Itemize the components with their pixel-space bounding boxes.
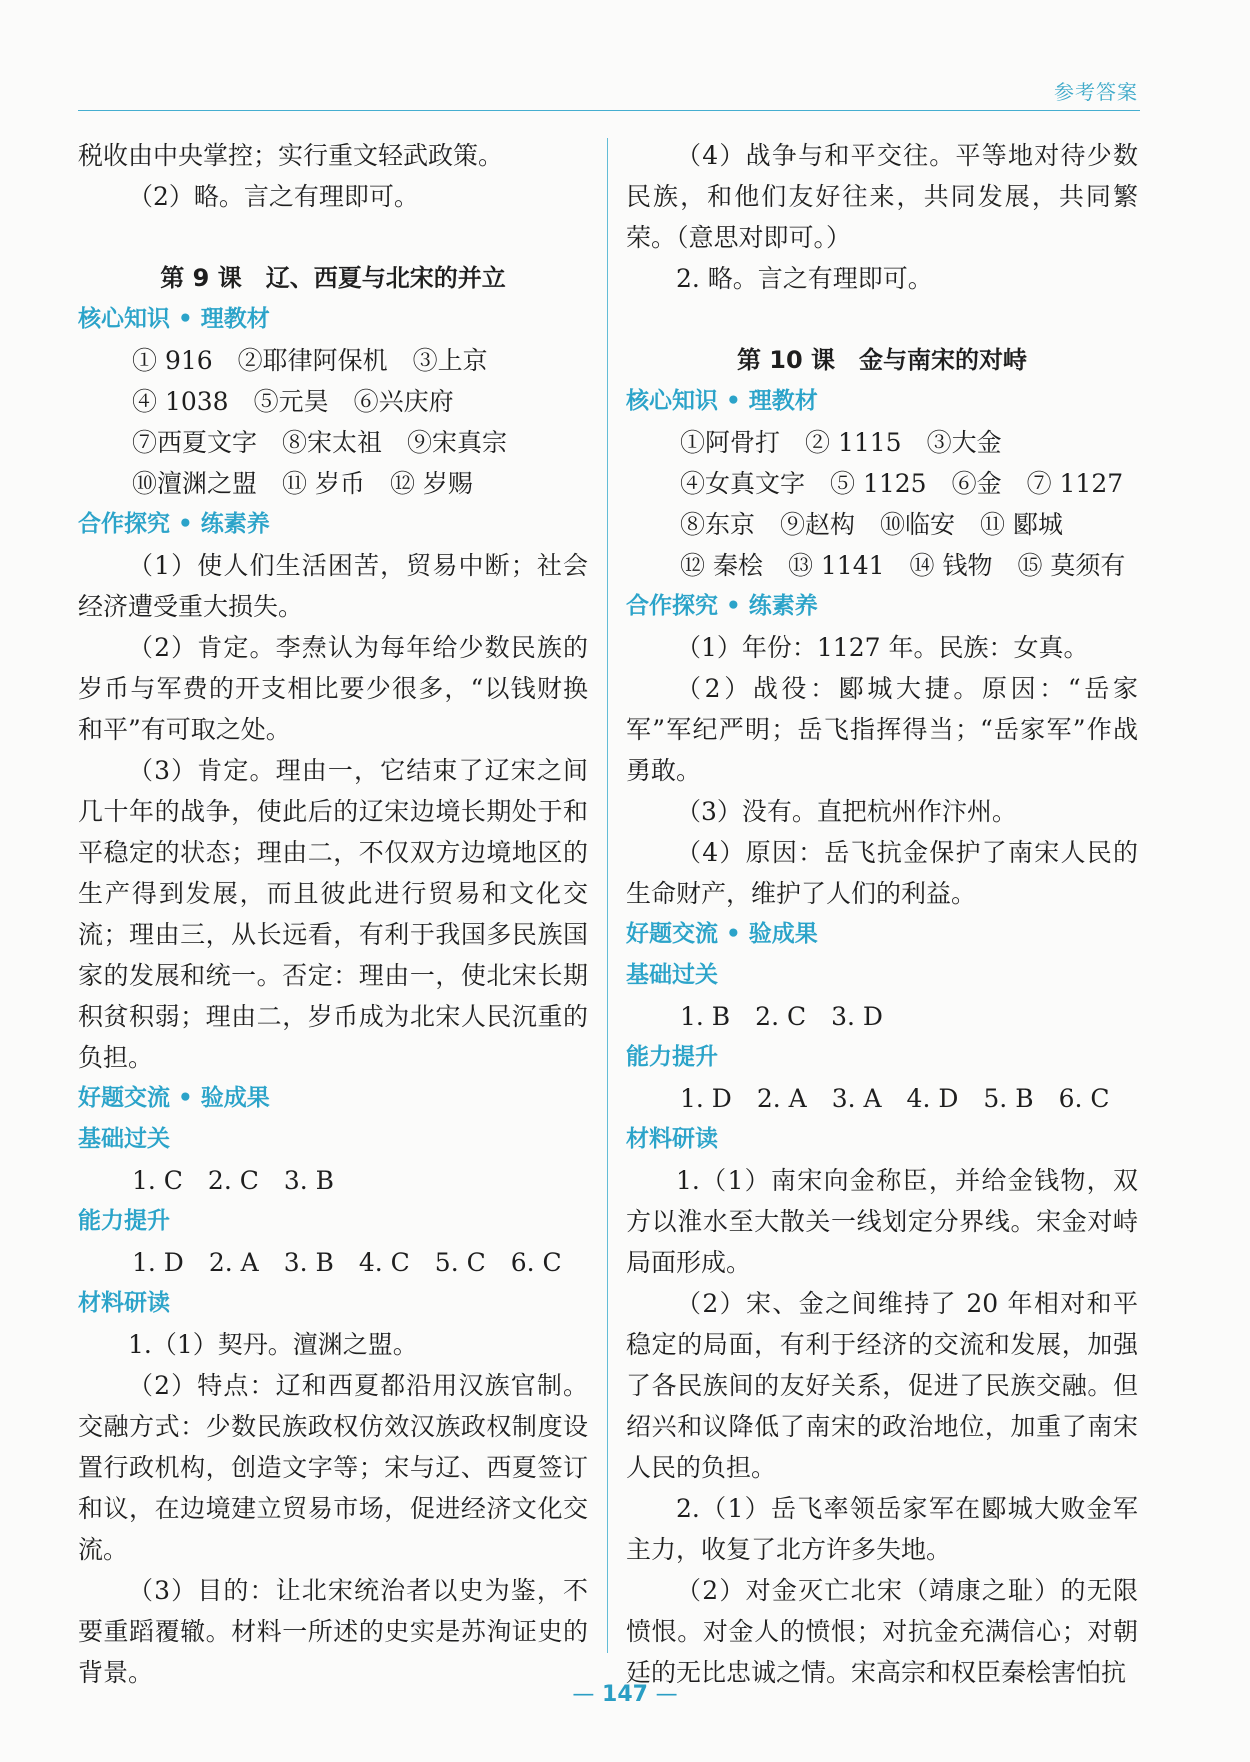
answer-paragraph: （2）对金灭亡北宋（靖康之耻）的无限愤恨。对金人的愤恨；对抗金充满信心；对朝廷的无比忠诚之情。宋高宗和权臣秦桧害怕抗: [626, 1576, 1138, 1687]
answer-row: 1. D 2. A 3. A 4. D 5. B 6. C: [680, 1084, 1110, 1113]
subsection-heading: 材料研读: [78, 1290, 170, 1316]
header-rule: [78, 110, 1140, 111]
answer-row: ④女真文字 ⑤ 1125 ⑥金 ⑦ 1127: [680, 469, 1124, 498]
answer-paragraph: （3）肯定。理由一，它结束了辽宋之间几十年的战争，使此后的辽宋边境长期处于和平稳定的状态；理由二，不仅双方边境地区的生产得到发展，而且彼此进行贸易和文化交流；理由三，从长远看，有利于我国多民族国家的发展和统一。否定：理由一，使北宋长期积贫积弱；理由二，岁币成为北宋人民沉重的负担。: [78, 756, 588, 1072]
answer-row: ⑫ 秦桧 ⑬ 1141 ⑭ 钱物 ⑮ 莫须有: [680, 551, 1126, 580]
answer-row: 1. B 2. C 3. D: [680, 1002, 883, 1031]
answer-row: 1. C 2. C 3. B: [132, 1166, 335, 1195]
header-section-tag: 参考答案: [1054, 80, 1138, 104]
answer-paragraph: 2. 略。言之有理即可。: [676, 264, 933, 293]
subsection-heading: 基础过关: [78, 1126, 170, 1152]
left-column: [78, 135, 588, 1693]
answer-text: 税收由中央掌控；实行重文轻武政策。: [78, 141, 504, 170]
answer-paragraph: （4）战争与和平交往。平等地对待少数民族，和他们友好往来，共同发展，共同繁荣。（意思对即可。）: [626, 141, 1138, 252]
answer-paragraph: （2）特点：辽和西夏都沿用汉族官制。交融方式：少数民族政权仿效汉族政权制度设置行政机构，创造文字等；宋与辽、西夏签订和议，在边境建立贸易市场，促进经济文化交流。: [78, 1371, 588, 1564]
subsection-heading: 能力提升: [78, 1208, 170, 1234]
right-column: [626, 135, 1138, 1693]
subsection-heading: 能力提升: [626, 1044, 718, 1070]
answer-paragraph: （2）战役：郾城大捷。原因：“岳家军”军纪严明；岳飞指挥得当；“岳家军”作战勇敢。: [626, 674, 1138, 785]
subsection-heading: 基础过关: [626, 962, 718, 988]
section-heading: 好题交流 • 验成果: [78, 1085, 270, 1111]
answer-row: ⑧东京 ⑨赵构 ⑩临安 ⑪ 郾城: [680, 510, 1063, 539]
answer-paragraph: 1.（1）契丹。澶渊之盟。: [128, 1330, 418, 1359]
section-heading: 核心知识 • 理教材: [78, 306, 270, 332]
answer-row: ⑩澶渊之盟 ⑪ 岁币 ⑫ 岁赐: [132, 469, 473, 498]
answer-paragraph: 1.（1）南宋向金称臣，并给金钱物，双方以淮水至大散关一线划定分界线。宋金对峙局面形成。: [626, 1166, 1138, 1277]
answer-row: ① 916 ②耶律阿保机 ③上京: [132, 346, 488, 375]
answer-paragraph: （1）年份：1127 年。民族：女真。: [676, 633, 1089, 662]
section-heading: 合作探究 • 练素养: [626, 593, 818, 619]
lesson-title: 第 10 课 金与南宋的对峙: [736, 346, 1028, 374]
answer-text: （2）略。言之有理即可。: [128, 182, 419, 211]
section-heading: 好题交流 • 验成果: [626, 921, 818, 947]
page-number-value: 147: [602, 1682, 648, 1707]
subsection-heading: 材料研读: [626, 1126, 718, 1152]
answer-paragraph: （1）使人们生活困苦，贸易中断；社会经济遭受重大损失。: [78, 551, 588, 621]
answer-paragraph: （4）原因：岳飞抗金保护了南宋人民的生命财产，维护了人们的利益。: [626, 838, 1138, 908]
page-number-dash: —: [655, 1682, 678, 1707]
answer-paragraph: （2）肯定。李焘认为每年给少数民族的岁币与军费的开支相比要少很多，“以钱财换和平”有可取之处。: [78, 633, 588, 744]
section-heading: 核心知识 • 理教材: [626, 388, 818, 414]
answer-row: 1. D 2. A 3. B 4. C 5. C 6. C: [132, 1248, 562, 1277]
answer-row: ①阿骨打 ② 1115 ③大金: [680, 428, 1002, 457]
section-heading: 合作探究 • 练素养: [78, 511, 270, 537]
column-divider: [607, 138, 608, 1653]
answer-row: ⑦西夏文字 ⑧宋太祖 ⑨宋真宗: [132, 428, 508, 457]
lesson-title: 第 9 课 辽、西夏与北宋的并立: [160, 264, 506, 292]
answer-paragraph: 2.（1）岳飞率领岳家军在郾城大败金军主力，收复了北方许多失地。: [626, 1494, 1138, 1564]
answer-paragraph: （2）宋、金之间维持了 20 年相对和平稳定的局面，有利于经济的交流和发展，加强了各民族间的友好关系，促进了民族交融。但绍兴和议降低了南宋的政治地位，加重了南宋人民的负担。: [626, 1289, 1138, 1482]
answer-paragraph: （3）没有。直把杭州作汴州。: [676, 797, 1017, 826]
page-number: [0, 1682, 1250, 1707]
answer-row: ④ 1038 ⑤元昊 ⑥兴庆府: [132, 387, 454, 416]
page-number-dash: —: [572, 1682, 595, 1707]
answer-paragraph: （3）目的：让北宋统治者以史为鉴，不要重蹈覆辙。材料一所述的史实是苏洵证史的背景。: [78, 1576, 588, 1687]
